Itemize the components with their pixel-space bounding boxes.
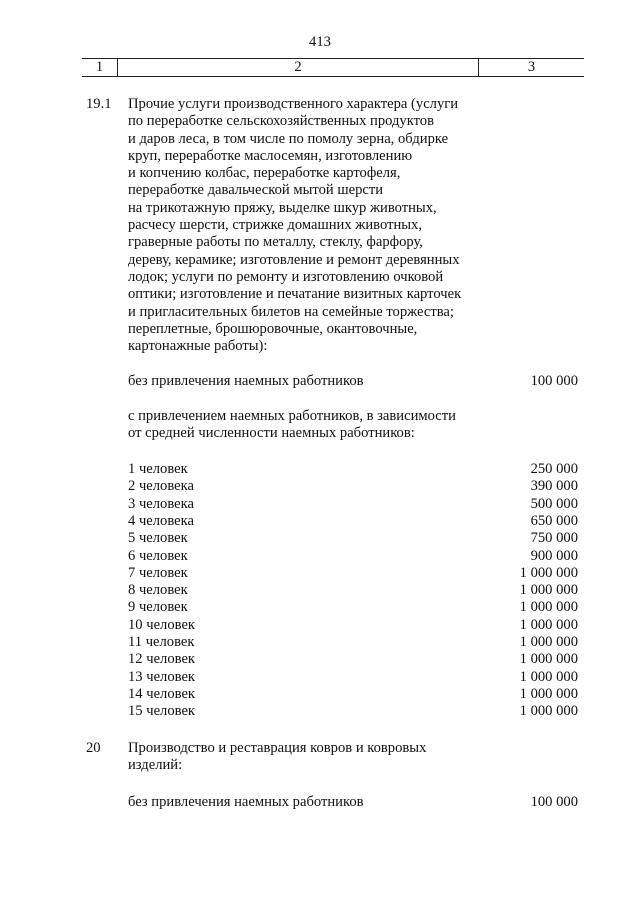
column-header-1: 1 — [82, 59, 118, 76]
employee-count-value: 1 000 000 — [519, 564, 578, 581]
page-number: 413 — [309, 34, 331, 50]
employee-count-value: 1 000 000 — [519, 703, 578, 720]
employee-count-value: 1 000 000 — [519, 651, 578, 668]
employee-count-value: 1 000 000 — [519, 582, 578, 599]
employee-count-value: 500 000 — [530, 495, 578, 512]
employee-count-label: 15 человек — [128, 703, 196, 720]
employee-count-value: 1 000 000 — [519, 616, 578, 633]
column-header-row — [82, 58, 584, 77]
employee-count-label: 11 человек — [128, 634, 195, 650]
employee-count-label: 14 человек — [128, 685, 196, 702]
item-description-20: Производство и реставрация ковров и ковровых изделий: — [128, 740, 427, 774]
employee-count-label: 10 человек — [128, 616, 196, 633]
employee-count-label: 2 человека — [128, 478, 194, 495]
employee-count-value: 250 000 — [530, 461, 578, 477]
item-number-19-1: 19.1 — [86, 96, 112, 112]
item-description-19-1: Прочие услуги производственного характера (услуги по переработке сельскохозяйственных продуктов и даров леса, в том числе по помолу зерна, обдирке круп, переработке маслосемян, изготовлению и копчению колбас, переработке картофеля, переработке давальческой мытой шерсти на трикотажную пряжу, выделке шкур животных, расчесу шерсти, стрижке домашних животных, граверные работы по металлу, стеклу, фарфору, дереву, керамике; изготовление и ремонт деревянных лодок; услуги по ремонту и изготовлению очковой оптики; изготовление и печатание визитных карточек и пригласительных билетов на семейные торжества; переплетные, брошюровочные, окантовочные, картонажные работы): — [128, 96, 462, 355]
column-header-3: 3 — [527, 59, 536, 75]
no-employees-label-20: без привлечения наемных работников — [128, 794, 364, 810]
employee-count-label: 13 человек — [128, 668, 196, 685]
employee-count-value: 1 000 000 — [519, 634, 578, 650]
employee-count-value: 1 000 000 — [519, 599, 578, 616]
employee-count-value: 1 000 000 — [519, 668, 578, 685]
no-employees-label-19-1: без привлечения наемных работников — [128, 373, 364, 389]
employee-count-label: 1 человек — [128, 461, 188, 477]
employee-count-value: 390 000 — [530, 478, 578, 495]
employee-count-value: 900 000 — [530, 547, 578, 564]
item-number-20: 20 — [86, 740, 101, 756]
employee-count-label: 9 человек — [128, 599, 188, 616]
with-employees-label-19-1: с привлечением наемных работников, в зависимости от средней численности наемных работников: — [128, 408, 456, 442]
employee-count-label: 6 человек — [128, 547, 188, 564]
employee-count-label: 7 человек — [128, 564, 188, 581]
no-employees-value-19-1: 100 000 — [530, 373, 578, 389]
employee-count-value: 1 000 000 — [519, 685, 578, 702]
employee-count-label: 3 человека — [128, 495, 194, 512]
employee-count-label: 12 человек — [128, 651, 196, 668]
employee-count-value: 750 000 — [530, 530, 578, 547]
column-header-2: 2 — [118, 59, 479, 76]
employee-count-label: 5 человек — [128, 530, 188, 547]
no-employees-value-20: 100 000 — [530, 794, 578, 810]
employee-count-label: 4 человека — [128, 512, 194, 529]
employee-count-label: 8 человек — [128, 582, 188, 599]
employee-count-value: 650 000 — [530, 512, 578, 529]
